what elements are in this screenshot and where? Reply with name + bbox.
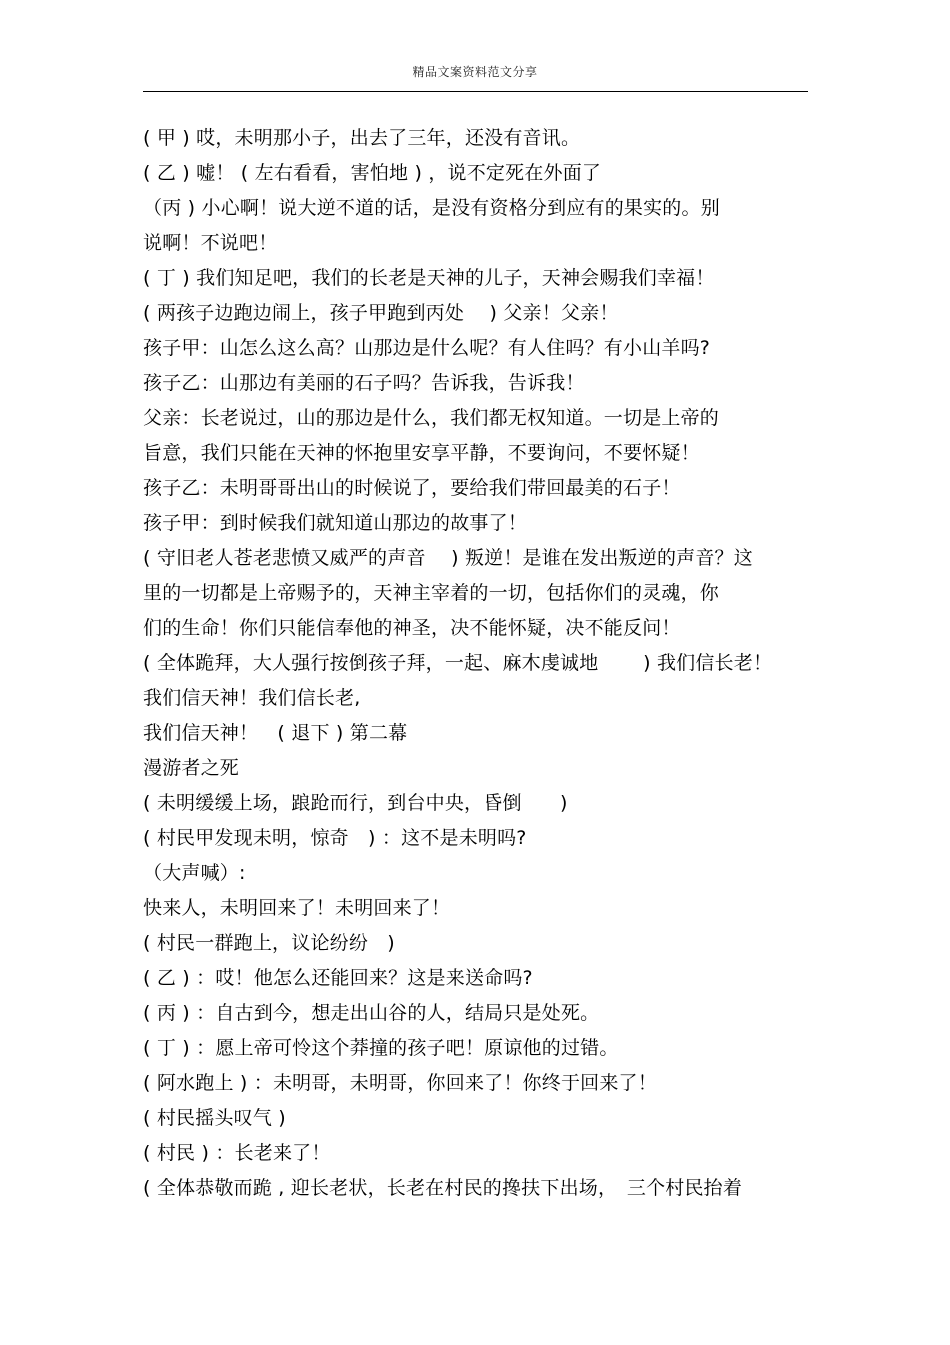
text-line: 我们信天神！我们信长老,	[143, 687, 361, 709]
text-line: ( 两孩子边跑边闹上，孩子甲跑到丙处 ) 父亲！父亲！	[143, 302, 619, 324]
header-divider	[143, 91, 808, 92]
text-line: 孩子甲：山怎么这么高？山那边是什么呢？有人住吗？有小山羊吗?	[143, 337, 711, 359]
text-line: ( 村民甲发现未明，惊奇 ) ：这不是未明吗?	[143, 827, 527, 849]
text-line: ( 丙 ) ：自古到今，想走出山谷的人，结局只是处死。	[143, 1002, 600, 1024]
text-line: 漫游者之死	[143, 757, 240, 779]
text-line: 父亲：长老说过，山的那边是什么，我们都无权知道。一切是上帝的	[143, 407, 720, 429]
text-line: 孩子乙：山那边有美丽的石子吗？告诉我，告诉我！	[143, 372, 585, 394]
text-line: ( 未明缓缓上场，踉跄而行，到台中央，昏倒 )	[143, 792, 568, 814]
text-line: ( 村民 ) ：长老来了！	[143, 1142, 331, 1164]
text-line: ( 丁 ) 我们知足吧，我们的长老是天神的儿子，天神会赐我们幸福！	[143, 267, 715, 289]
text-line: 孩子甲：到时候我们就知道山那边的故事了！	[143, 512, 528, 534]
text-line: ( 乙 ) 嘘！ ( 左右看看，害怕地 ) ，说不定死在外面了	[143, 162, 602, 184]
text-line: （丙 ) 小心啊！说大逆不道的话，是没有资格分到应有的果实的。别	[143, 197, 720, 219]
text-line: 快来人，未明回来了！未明回来了！	[143, 897, 451, 919]
text-line: 里的一切都是上帝赐予的，天神主宰着的一切，包括你们的灵魂，你	[143, 582, 720, 604]
page-header: 精品文案资料范文分享	[412, 65, 538, 79]
text-line: ( 乙 ) ：哎！他怎么还能回来？这是来送命吗?	[143, 967, 533, 989]
text-line: 旨意，我们只能在天神的怀抱里安享平静，不要询问，不要怀疑！	[143, 442, 700, 464]
text-line: ( 村民摇头叹气 )	[143, 1107, 286, 1129]
text-line: ( 全体恭敬而跪 , 迎长老状，长老在村民的搀扶下出场， 三个村民抬着	[143, 1177, 743, 1199]
text-line: 我们信天神！ ( 退下 ) 第二幕	[143, 722, 408, 744]
text-line: ( 丁 ) ：愿上帝可怜这个莽撞的孩子吧！原谅他的过错。	[143, 1037, 619, 1059]
text-line: ( 阿水跑上 ) ：未明哥，未明哥，你回来了！你终于回来了！	[143, 1072, 657, 1094]
text-line: 说啊！不说吧！	[143, 232, 278, 254]
text-line: ( 全体跪拜，大人强行按倒孩子拜，一起、麻木虔诚地 ) 我们信长老！	[143, 652, 773, 674]
text-line: ( 守旧老人苍老悲愤又威严的声音 ) 叛逆！是谁在发出叛逆的声音？这	[143, 547, 753, 569]
text-line: 孩子乙：未明哥哥出山的时候说了，要给我们带回最美的石子！	[143, 477, 681, 499]
text-line: ( 村民一群跑上，议论纷纷 )	[143, 932, 395, 954]
text-line: 们的生命！你们只能信奉他的神圣，决不能怀疑，决不能反问！	[143, 617, 681, 639]
document-body	[143, 121, 808, 1206]
text-line: ( 甲 ) 哎，未明那小子，出去了三年，还没有音讯。	[143, 127, 581, 149]
text-line: （大声喊）:	[143, 862, 246, 884]
